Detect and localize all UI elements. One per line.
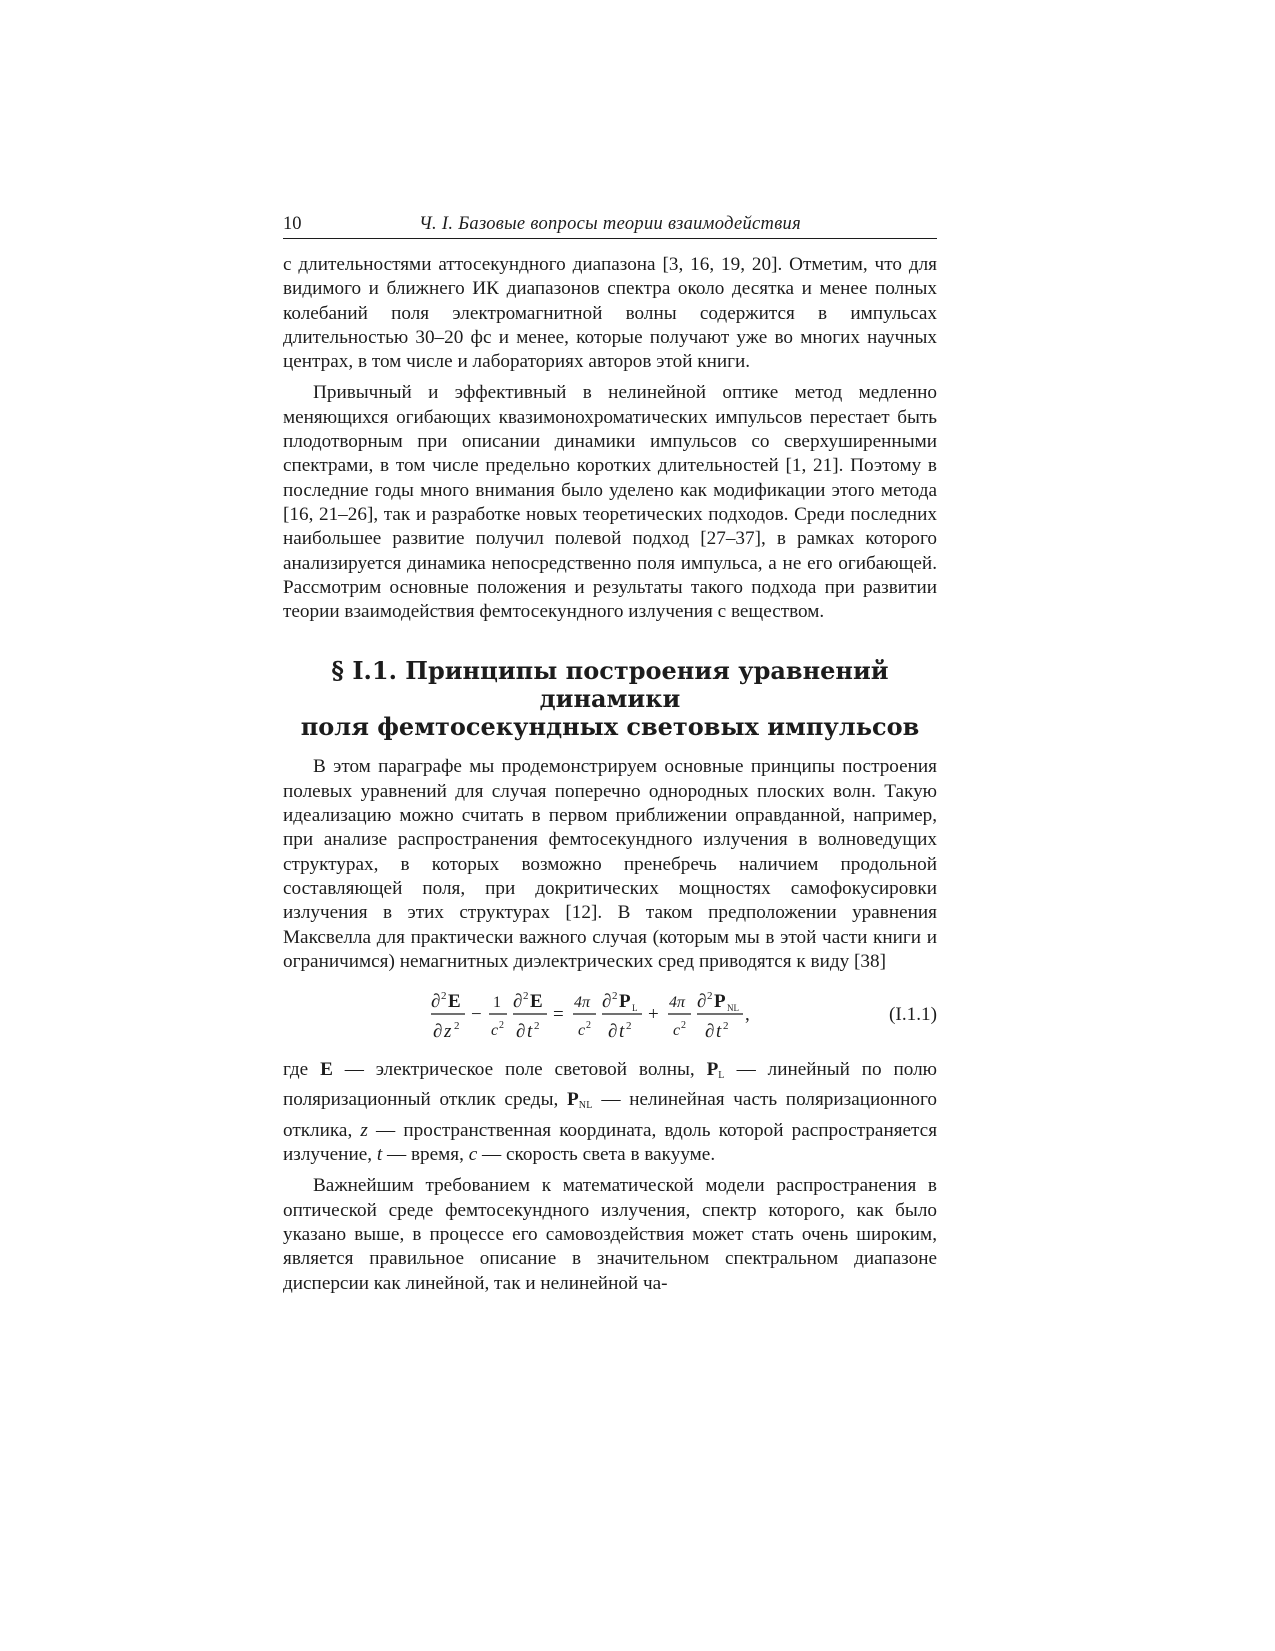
def-where: где bbox=[283, 1059, 309, 1081]
svg-text:2: 2 bbox=[612, 990, 618, 1003]
svg-text:2: 2 bbox=[441, 990, 447, 1003]
svg-text:∂: ∂ bbox=[705, 1021, 715, 1043]
eq-c-2: c bbox=[578, 1022, 586, 1040]
svg-text:∂: ∂ bbox=[513, 991, 523, 1013]
def-e-desc: — электрическое поле световой волны, bbox=[344, 1059, 695, 1081]
def-t-symbol: t bbox=[376, 1144, 383, 1166]
eq-comma: , bbox=[745, 1004, 750, 1026]
svg-text:2: 2 bbox=[626, 1020, 632, 1033]
def-pl-sub: L bbox=[718, 1070, 725, 1082]
eq-minus: − bbox=[471, 1004, 482, 1026]
eq-t-1: t bbox=[527, 1021, 533, 1043]
svg-text:2: 2 bbox=[707, 990, 713, 1003]
def-e-symbol: E bbox=[320, 1059, 333, 1081]
def-c-desc: — скорость света в вакууме. bbox=[482, 1144, 716, 1166]
eq-sub-l: L bbox=[632, 1003, 638, 1014]
equation-number: (I.1.1) bbox=[889, 1004, 937, 1026]
eq-p-1: P bbox=[619, 991, 631, 1013]
svg-text:2: 2 bbox=[454, 1020, 460, 1033]
term-d2e-dt2 bbox=[513, 990, 547, 1042]
eq-one: 1 bbox=[493, 994, 501, 1012]
term-d2pnl-dt2 bbox=[697, 990, 743, 1042]
svg-text:∂: ∂ bbox=[433, 1021, 443, 1043]
def-t-desc: — время, bbox=[386, 1144, 464, 1166]
svg-text:∂: ∂ bbox=[431, 991, 441, 1013]
svg-text:∂: ∂ bbox=[602, 991, 612, 1013]
svg-text:2: 2 bbox=[534, 1020, 540, 1033]
eq-c-3: c bbox=[673, 1022, 681, 1040]
maxwell-wave-equation bbox=[431, 985, 771, 1055]
eq-e-num-2: E bbox=[530, 991, 543, 1013]
running-header bbox=[283, 212, 937, 239]
paragraph-requirements: Важнейшим требованием к математической модели распространения в оптической среде фемтосекундного излучения, спектр которого, как было указано выше, в процессе его самовоздействия может стать очень широким, является правильное описание в значительном спектральном диапазоне дисперсии как линейной, так и нелинейной ча- bbox=[283, 1175, 937, 1294]
eq-equals: = bbox=[553, 1004, 564, 1026]
term-d2pl-dt2 bbox=[602, 990, 642, 1042]
def-pnl-desc: — нелинейная часть поляризационного отклика, bbox=[283, 1089, 938, 1141]
paragraph-continuation: с длительностями аттосекундного диапазона [3, 16, 19, 20]. Отметим, что для видимого и ближнего ИК диапазонов спектра около десятка и менее полных колебаний поля электромагнитной волны содержится в импульсах длительностью 30–20 фс и менее, которые получают уже во многих научных центрах, в том числе и лабораториях авторов этой книги. bbox=[283, 254, 937, 373]
paragraph-method: Привычный и эффективный в нелинейной оптике метод медленно меняющихся огибающих квазимонохроматических импульсов перестает быть плодотворным при описании динамики импульсов со сверхуширенными спектрами, в том числе предельно коротких длительностей [1, 21]. Поэтому в последние годы много внимания было уделено как модификации этого метода [16, 21–26], так и разработке новых теоретических подходов. Среди последних наибольшее развитие получил полевой подход [27–37], в рамках которого анализируется динамика непосредственно поля импульса, а не его огибающей. Рассмотрим основные положения и результаты такого подхода при развитии теории взаимодействия фемтосекундного излучения с веществом. bbox=[283, 382, 937, 623]
eq-t-2: t bbox=[619, 1021, 625, 1043]
def-z-desc: — пространственная координата, вдоль которой распространяется излучение, bbox=[283, 1119, 938, 1166]
svg-text:∂: ∂ bbox=[608, 1021, 618, 1043]
svg-text:2: 2 bbox=[499, 1020, 504, 1032]
eq-c-1: c bbox=[491, 1022, 499, 1040]
eq-p-2: P bbox=[714, 991, 726, 1013]
paragraph-definitions bbox=[283, 1058, 937, 1167]
def-pl-desc: — линейный по полю поляризационный отклик среды, bbox=[283, 1059, 938, 1111]
eq-z: z bbox=[444, 1021, 452, 1043]
running-title: Ч. I. Базовые вопросы теории взаимодействия bbox=[418, 214, 801, 234]
def-z-symbol: z bbox=[360, 1119, 368, 1141]
page-number: 10 bbox=[283, 214, 302, 234]
eq-e-num-1: E bbox=[448, 991, 461, 1013]
term-one-over-c2 bbox=[489, 994, 507, 1039]
eq-4pi-2: 4π bbox=[669, 994, 686, 1012]
term-d2e-dz2 bbox=[431, 990, 465, 1042]
section-heading-line-1: § I.1. Принципы построения уравнений динамики bbox=[331, 656, 889, 714]
def-pnl-sub: NL bbox=[578, 1100, 593, 1112]
term-4pi-over-c2-b bbox=[668, 994, 691, 1039]
svg-text:∂: ∂ bbox=[697, 991, 707, 1013]
paragraph-intro: В этом параграфе мы продемонстрируем основные принципы построения полевых уравнений для случая поперечно однородных плоских волн. Такую идеализацию можно считать в первом приближении оправданной, например, при анализе распространения фемтосекундного излучения в волноведущих структурах, в которых возможно пренебречь наличием продольной составляющей поля, при докритических мощностях самофокусировки излучения в этих структурах [12]. В таком предположении уравнения Максвелла для практически важного случая (которым мы в этой части книги и ограничимся) немагнитных диэлектрических сред приводятся к виду [38] bbox=[283, 756, 937, 972]
section-heading bbox=[283, 657, 937, 741]
def-c-symbol: c bbox=[468, 1144, 478, 1166]
svg-text:2: 2 bbox=[723, 1020, 729, 1033]
svg-text:2: 2 bbox=[681, 1020, 686, 1032]
book-page bbox=[283, 212, 937, 1296]
eq-sub-nl: NL bbox=[727, 1003, 739, 1014]
eq-t-3: t bbox=[716, 1021, 722, 1043]
equation-block bbox=[283, 975, 937, 1057]
svg-text:2: 2 bbox=[523, 990, 529, 1003]
def-pnl-symbol: P bbox=[566, 1089, 579, 1111]
svg-text:∂: ∂ bbox=[516, 1021, 526, 1043]
term-4pi-over-c2-a bbox=[573, 994, 596, 1039]
eq-4pi-1: 4π bbox=[574, 994, 591, 1012]
eq-plus: + bbox=[648, 1004, 659, 1026]
section-heading-line-2: поля фемтосекундных световых импульсов bbox=[300, 712, 920, 742]
def-pl-symbol: P bbox=[706, 1059, 719, 1081]
svg-text:2: 2 bbox=[586, 1020, 591, 1032]
